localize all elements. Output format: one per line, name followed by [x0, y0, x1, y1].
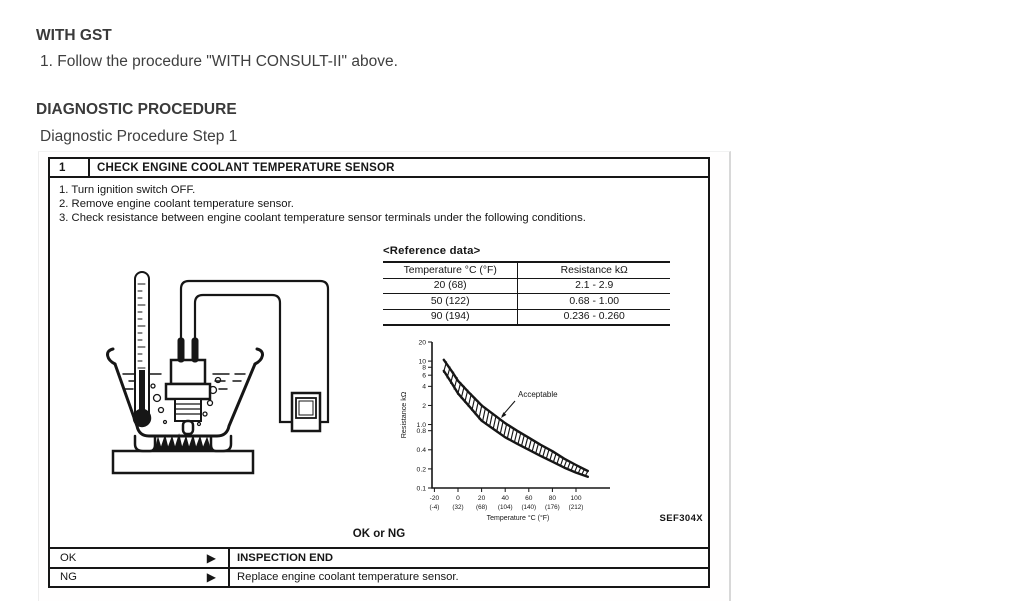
- reference-data-title: <Reference data>: [383, 245, 481, 257]
- result-question: OK or NG: [352, 528, 406, 540]
- result-label-ng: NG: [60, 571, 77, 584]
- thermometer: [134, 272, 151, 427]
- svg-text:(212): (212): [568, 504, 584, 511]
- svg-text:-20: -20: [429, 495, 440, 502]
- procedure-title: CHECK ENGINE COOLANT TEMPERATURE SENSOR: [97, 161, 395, 174]
- svg-text:20: 20: [418, 339, 426, 347]
- coolant-temp-sensor: [166, 360, 210, 434]
- with-gst-step-text: 1. Follow the procedure "WITH CONSULT-II" above.: [40, 53, 398, 70]
- svg-text:20: 20: [477, 495, 486, 502]
- temp-cell: 20 (68): [383, 278, 518, 294]
- reference-header-row: [383, 262, 670, 278]
- reference-row: [383, 294, 670, 310]
- svg-text:1.0: 1.0: [416, 421, 426, 429]
- svg-text:4: 4: [422, 383, 426, 391]
- arrow-right-icon: ▶: [206, 550, 216, 565]
- svg-text:8: 8: [422, 364, 426, 372]
- svg-text:Resistance kΩ: Resistance kΩ: [399, 391, 408, 439]
- svg-text:0: 0: [456, 495, 460, 502]
- svg-text:(104): (104): [497, 504, 513, 511]
- result-action-ng: Replace engine coolant temperature sensor.: [237, 571, 459, 584]
- procedure-box: [48, 157, 710, 588]
- svg-text:(140): (140): [521, 504, 537, 511]
- result-table: [50, 547, 708, 586]
- test-setup-illustration: [95, 248, 340, 478]
- diagnostic-procedure-subtitle: Diagnostic Procedure Step 1: [40, 128, 238, 145]
- svg-text:0.4: 0.4: [416, 447, 426, 455]
- procedure-step-2: 2. Remove engine coolant temperature sensor.: [59, 198, 294, 210]
- scanned-procedure-figure: [38, 151, 731, 601]
- result-row-ok: [50, 547, 708, 567]
- reference-data-table: [383, 261, 670, 326]
- resistance-cell: 0.68 - 1.00: [518, 294, 670, 310]
- resistance-temperature-chart: [390, 335, 642, 527]
- ohmmeter: [292, 393, 320, 431]
- section-title-with-gst: WITH GST: [36, 27, 112, 44]
- svg-text:(-4): (-4): [429, 504, 440, 511]
- procedure-steps: [50, 178, 708, 225]
- svg-text:Temperature °C (°F): Temperature °C (°F): [486, 515, 550, 522]
- resistance-cell: 0.236 - 0.260: [563, 311, 625, 322]
- svg-text:40: 40: [501, 495, 509, 502]
- arrow-right-icon: ▶: [206, 570, 216, 585]
- reference-data-block: [383, 245, 670, 326]
- procedure-step-1: 1. Turn ignition switch OFF.: [59, 184, 196, 196]
- temp-cell: 50 (122): [383, 294, 518, 310]
- svg-text:80: 80: [548, 495, 557, 502]
- svg-text:10: 10: [418, 358, 426, 366]
- result-label-ok: OK: [60, 551, 77, 564]
- svg-text:0.2: 0.2: [416, 466, 426, 474]
- result-action-ok: INSPECTION END: [237, 551, 334, 564]
- svg-text:(176): (176): [545, 504, 560, 511]
- svg-text:(32): (32): [452, 504, 464, 511]
- col-temperature: Temperature °C (°F): [383, 262, 518, 278]
- svg-text:(68): (68): [475, 504, 488, 511]
- svg-text:Acceptable: Acceptable: [518, 390, 558, 399]
- svg-text:100: 100: [570, 495, 582, 502]
- svg-text:2: 2: [422, 402, 426, 410]
- col-resistance: Resistance kΩ: [518, 262, 670, 278]
- figure-code: SEF304X: [659, 513, 703, 524]
- svg-text:0.1: 0.1: [416, 485, 426, 493]
- resistance-cell: 2.1 - 2.9: [518, 278, 670, 294]
- svg-text:0.8: 0.8: [416, 428, 426, 436]
- reference-row: [383, 309, 670, 325]
- reference-row: [383, 278, 670, 294]
- svg-text:6: 6: [422, 372, 426, 380]
- procedure-box-header: [50, 159, 708, 178]
- svg-text:60: 60: [525, 495, 533, 502]
- result-row-ng: [50, 567, 708, 587]
- section-title-diagnostic-procedure: DIAGNOSTIC PROCEDURE: [36, 101, 237, 118]
- temp-cell: 90 (194): [383, 309, 518, 325]
- procedure-step-3: 3. Check resistance between engine coolant temperature sensor terminals under the following conditions.: [59, 212, 586, 224]
- procedure-step-number: 1: [50, 159, 90, 176]
- burner-base: [113, 451, 253, 473]
